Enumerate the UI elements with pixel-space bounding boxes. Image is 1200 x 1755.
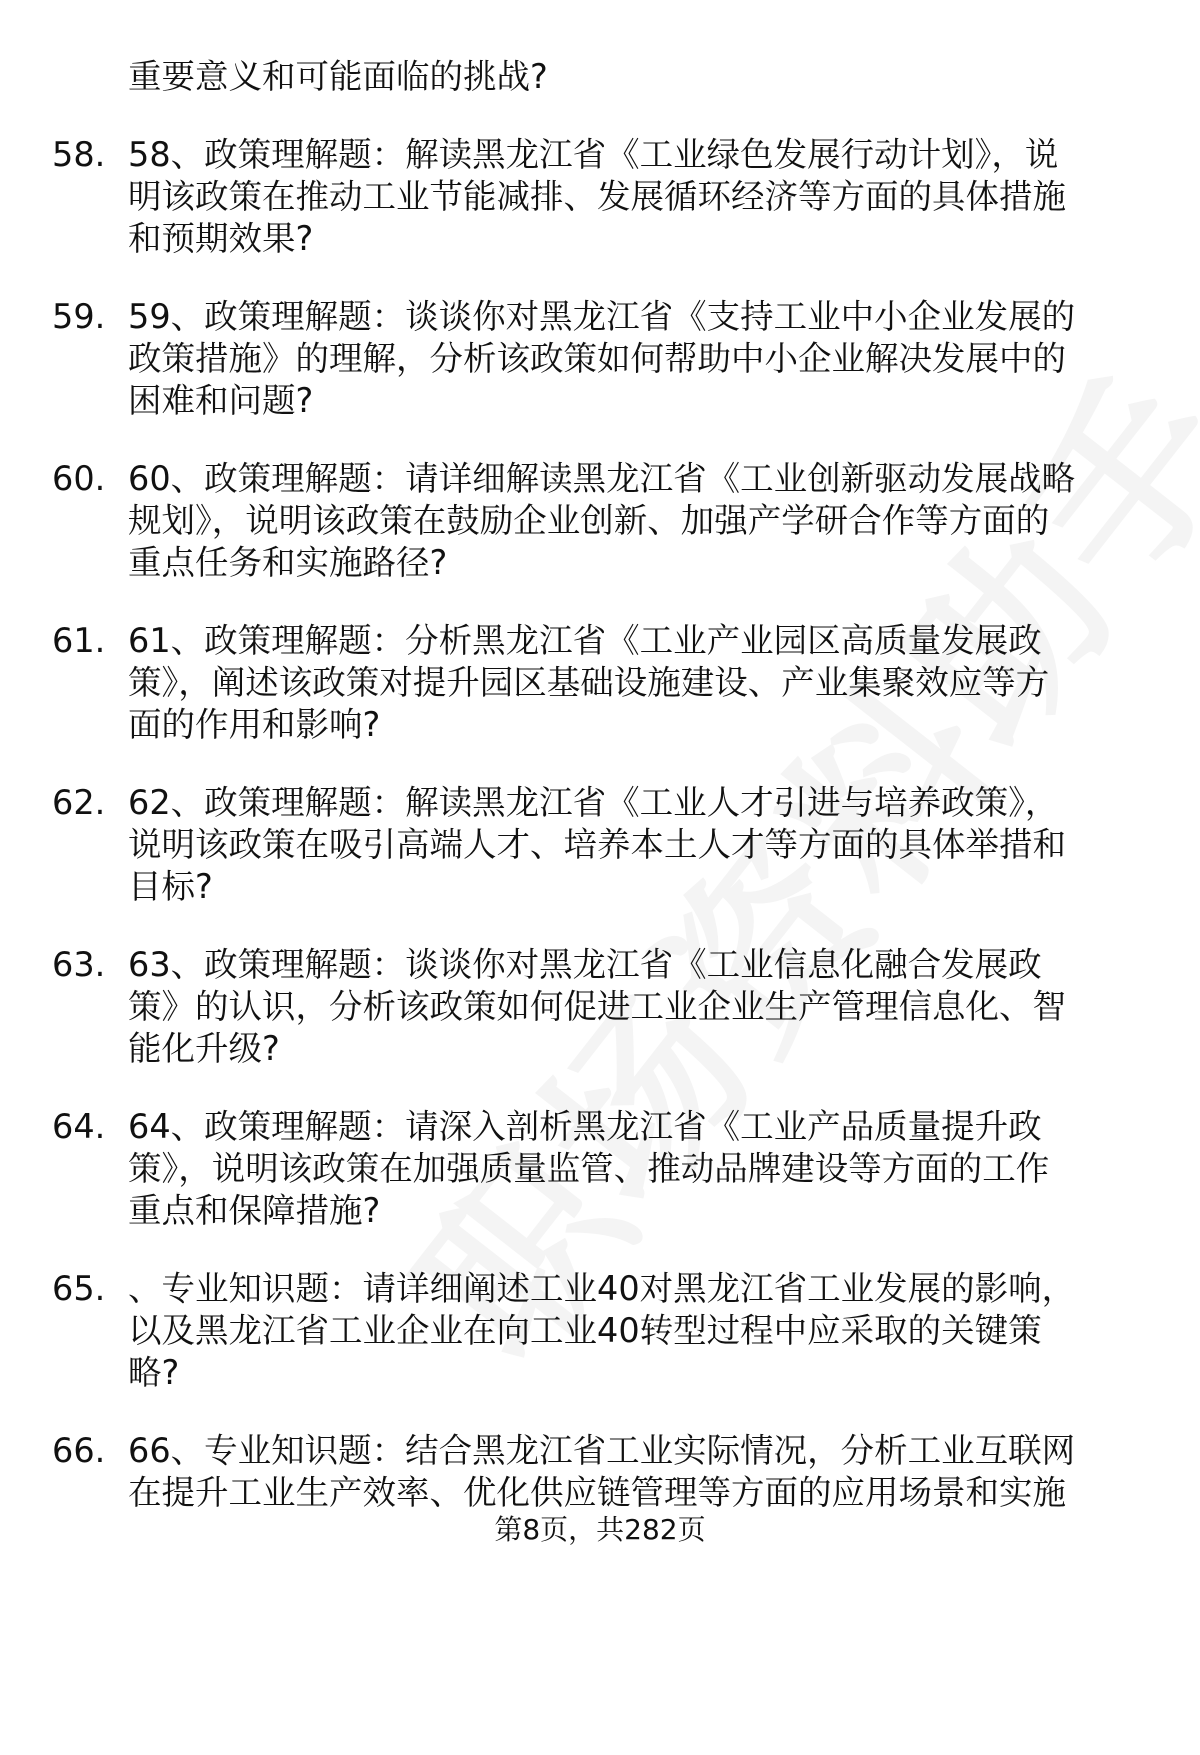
item-number: 59. (52, 297, 106, 336)
item-number: 61. (52, 621, 106, 660)
item-line: 策》，说明该政策在加强质量监管、推动品牌建设等方面的工作 (128, 1149, 1050, 1188)
item-line: 规划》，说明该政策在鼓励企业创新、加强产学研合作等方面的 (128, 501, 1050, 540)
item-line: 面的作用和影响? (128, 705, 381, 744)
item-number: 66. (52, 1431, 106, 1470)
item-line: 策》的认识，分析该政策如何促进工业企业生产管理信息化、智 (128, 987, 1066, 1026)
item-line: 64、政策理解题：请深入剖析黑龙江省《工业产品质量提升政 (128, 1107, 1042, 1146)
item-line: 60、政策理解题：请详细解读黑龙江省《工业创新驱动发展战略 (128, 459, 1076, 498)
item-line: 困难和问题? (128, 381, 314, 420)
item-line: 以及黑龙江省工业企业在向工业40转型过程中应采取的关键策 (128, 1311, 1042, 1350)
item-line: 策》，阐述该政策对提升园区基础设施建设、产业集聚效应等方 (128, 663, 1050, 702)
item-line: 能化升级? (128, 1029, 280, 1068)
item-line: 重点任务和实施路径? (128, 543, 448, 582)
item-line: 明该政策在推动工业节能减排、发展循环经济等方面的具体措施 (128, 177, 1066, 216)
item-line: 58、政策理解题：解读黑龙江省《工业绿色发展行动计划》，说 (128, 135, 1059, 174)
item-line: 重点和保障措施? (128, 1191, 381, 1230)
item-line: 在提升工业生产效率、优化供应链管理等方面的应用场景和实施 (128, 1473, 1066, 1512)
item-line: 59、政策理解题：谈谈你对黑龙江省《支持工业中小企业发展的 (128, 297, 1076, 336)
item-line: 62、政策理解题：解读黑龙江省《工业人才引进与培养政策》， (128, 783, 1059, 822)
item-line: 目标? (128, 867, 213, 906)
item-line: 、专业知识题：请详细阐述工业40对黑龙江省工业发展的影响， (128, 1269, 1076, 1308)
item-number: 58. (52, 135, 106, 174)
item-number: 63. (52, 945, 106, 984)
item-line: 说明该政策在吸引高端人才、培养本土人才等方面的具体举措和 (128, 825, 1066, 864)
intro-continuation: 重要意义和可能面临的挑战? (128, 57, 548, 96)
item-number: 64. (52, 1107, 106, 1146)
item-line: 61、政策理解题：分析黑龙江省《工业产业园区高质量发展政 (128, 621, 1042, 660)
page-footer: 第8页，共282页 (494, 1513, 706, 1546)
item-line: 和预期效果? (128, 219, 314, 258)
item-number: 62. (52, 783, 106, 822)
item-line: 略? (128, 1353, 180, 1392)
item-line: 66、专业知识题：结合黑龙江省工业实际情况，分析工业互联网 (128, 1431, 1076, 1470)
item-line: 政策措施》的理解，分析该政策如何帮助中小企业解决发展中的 (128, 339, 1066, 378)
item-line: 63、政策理解题：谈谈你对黑龙江省《工业信息化融合发展政 (128, 945, 1042, 984)
item-number: 60. (52, 459, 106, 498)
item-number: 65. (52, 1269, 106, 1308)
